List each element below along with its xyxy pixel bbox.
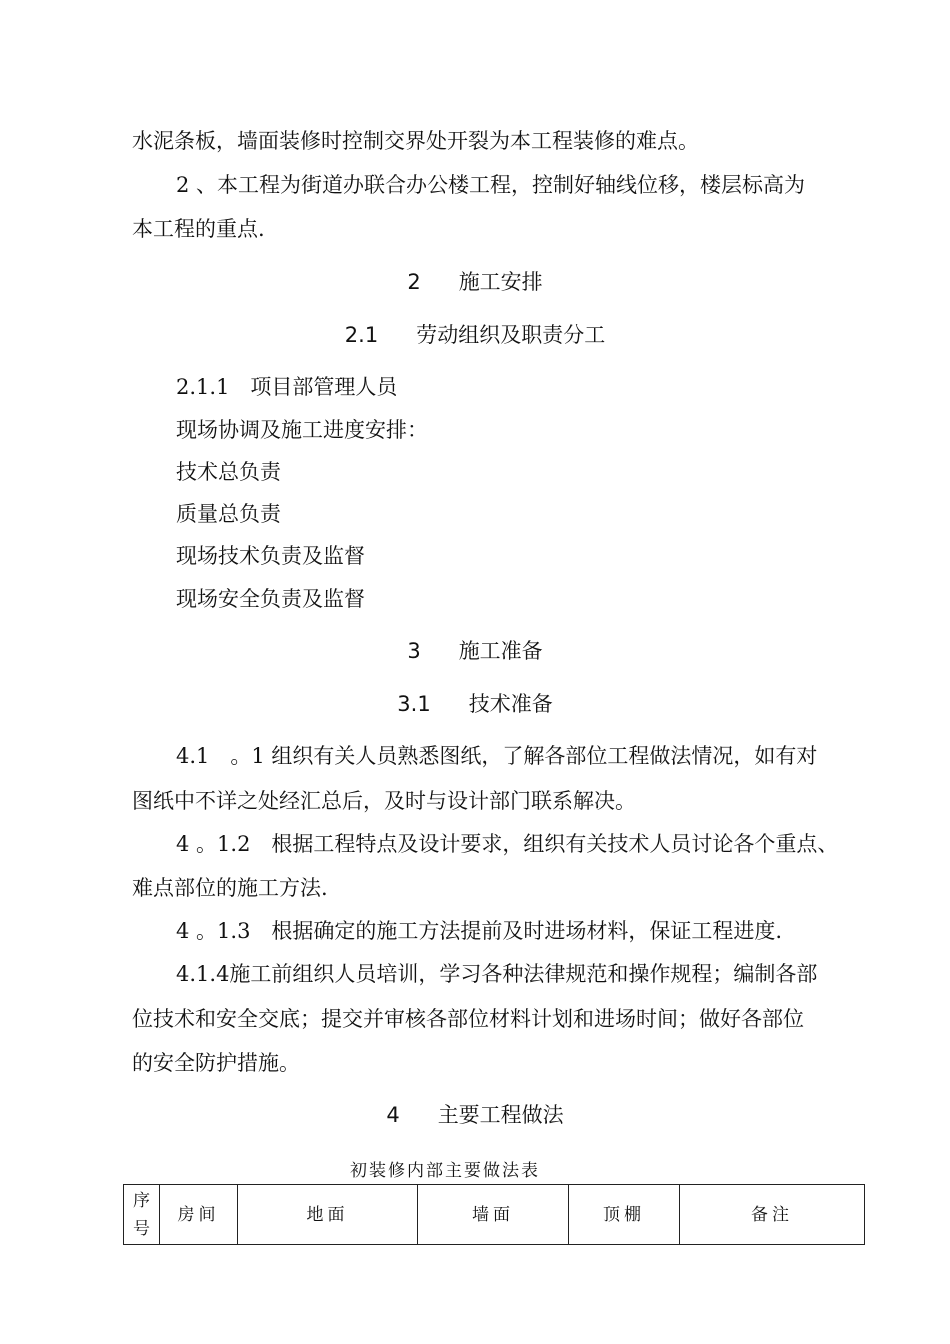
section-number: 4: [386, 1103, 400, 1127]
table-caption: 初装修内部主要做法表: [350, 1161, 540, 1181]
section-title: 主要工程做法: [437, 1103, 564, 1127]
section-heading-4: [0, 1100, 950, 1130]
subsection-heading: 2.1.1 项目部管理人员: [176, 375, 398, 399]
section-title: 技术准备: [468, 692, 553, 716]
paragraph-line: 2 、本工程为街道办联合办公楼工程，控制好轴线位移，楼层标高为: [176, 173, 806, 197]
paragraph-line: 难点部位的施工方法.: [132, 876, 328, 900]
section-heading-3-1: [0, 689, 950, 719]
role-item: 现场技术负责及监督: [176, 544, 365, 568]
section-heading-2: [0, 267, 950, 297]
header-cell-room: 房间: [160, 1185, 238, 1245]
section-number: 3: [407, 639, 421, 663]
section-number: 2: [407, 270, 421, 294]
role-item: 质量总负责: [176, 502, 281, 526]
paragraph-line: 本工程的重点.: [132, 217, 265, 241]
section-heading-3: [0, 636, 950, 666]
role-item: 现场协调及施工进度安排：: [176, 418, 428, 442]
header-cell-notes: 备注: [680, 1185, 865, 1245]
paragraph-line: 图纸中不详之处经汇总后，及时与设计部门联系解决。: [132, 789, 636, 813]
header-cell-ceiling: 顶棚: [569, 1185, 680, 1245]
paragraph-line: 4.1 。1 组织有关人员熟悉图纸，了解各部位工程做法情况，如有对: [176, 744, 818, 768]
section-title: 施工安排: [458, 270, 543, 294]
methods-table: [123, 1184, 865, 1245]
role-item: 技术总负责: [176, 460, 281, 484]
paragraph-line: 位技术和安全交底；提交并审核各部位材料计划和进场时间；做好各部位: [132, 1007, 804, 1031]
paragraph-line: 水泥条板，墙面装修时控制交界处开裂为本工程装修的难点。: [132, 129, 699, 153]
section-title: 施工准备: [458, 639, 543, 663]
section-number: 3.1: [397, 692, 431, 716]
paragraph-line: 4 。1.2 根据工程特点及设计要求，组织有关技术人员讨论各个重点、: [176, 832, 839, 856]
header-cell-floor: 地面: [238, 1185, 418, 1245]
section-title: 劳动组织及职责分工: [416, 323, 606, 347]
section-number: 2.1: [344, 323, 379, 347]
paragraph-line: 4.1.4施工前组织人员培训，学习各种法律规范和操作规程；编制各部: [176, 962, 818, 986]
header-cell-index: 序号: [124, 1185, 160, 1245]
paragraph-line: 的安全防护措施。: [132, 1051, 300, 1075]
section-heading-2-1: [0, 320, 950, 350]
paragraph-line: 4 。1.3 根据确定的施工方法提前及时进场材料，保证工程进度.: [176, 919, 783, 943]
role-item: 现场安全负责及监督: [176, 587, 365, 611]
header-cell-wall: 墙面: [418, 1185, 569, 1245]
table-header-row: [124, 1185, 865, 1245]
